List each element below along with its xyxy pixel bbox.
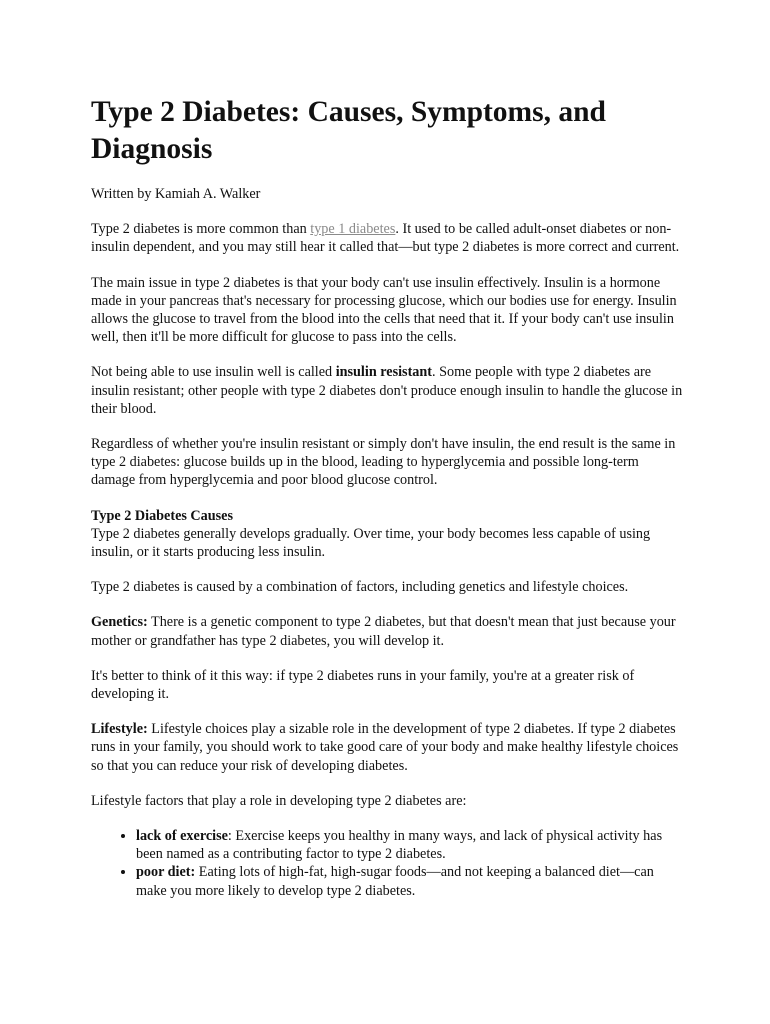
genetics-paragraph [91, 613, 683, 649]
causes-heading: Type 2 Diabetes Causes [91, 507, 234, 524]
page-title: Type 2 Diabetes: Causes, Symptoms, and Diagnosis [91, 96, 606, 165]
better-paragraph: It's better to think of it this way: if type 2 diabetes runs in your family, you're at a greater risk of developing it. [91, 667, 635, 703]
resistant-text-after: . Some people with type 2 diabetes are insulin resistant; other people with type 2 diabetes don't produce enough insulin to handle the glucose in their blood. [91, 364, 683, 417]
article [91, 94, 683, 900]
intro-text-after: . It used to be called adult-onset diabetes or non-insulin dependent, and you may still hear it called that—but type 2 diabetes is more correct and current. [91, 221, 680, 256]
insulin-resistant-term: insulin resistant [335, 364, 433, 381]
factor-text: Eating lots of high-fat, high-sugar foods—and not keeping a balanced diet—can make you more likely to develop type 2 diabetes. [136, 864, 654, 899]
intro-text-before: Type 2 diabetes is more common than [91, 221, 311, 238]
lifestyle-text: Lifestyle choices play a sizable role in the development of type 2 diabetes. If type 2 diabetes runs in your family, you should work to take good care of your body and make healthy lifestyle choices so that you can reduce your risk of developing diabetes. [91, 721, 679, 774]
insulin-resistant-paragraph [91, 363, 683, 418]
causes-text: Type 2 diabetes generally develops gradually. Over time, your body becomes less capable of using insulin, or it starts producing less insulin. [91, 525, 651, 561]
factors-intro-paragraph: Lifestyle factors that play a role in developing type 2 diabetes are: [91, 792, 467, 809]
intro-paragraph [91, 220, 683, 256]
genetics-label: Genetics: [91, 614, 148, 631]
factor-label: lack of exercise [136, 828, 228, 845]
type-1-diabetes-link[interactable]: type 1 diabetes [310, 221, 396, 238]
list-item [136, 827, 683, 863]
causes-section [91, 507, 683, 562]
resistant-text-before: Not being able to use insulin well is called [91, 364, 336, 381]
byline: Written by Kamiah A. Walker [91, 186, 261, 202]
factor-text: : Exercise keeps you healthy in many ways, and lack of physical activity has been named as a contributing factor to type 2 diabetes. [136, 828, 663, 863]
genetics-text: There is a genetic component to type 2 diabetes, but that doesn't mean that just because your mother or grandfather has type 2 diabetes, you will develop it. [91, 614, 676, 649]
lifestyle-label: Lifestyle: [91, 721, 148, 738]
lifestyle-paragraph [91, 720, 683, 775]
main-issue-paragraph: The main issue in type 2 diabetes is that your body can't use insulin effectively. Insulin is a hormone made in your pancreas that's necessary for processing glucose, which our bodies use for energy. Insulin allows the glucose to travel from the blood into the cells that need that it. If your body can't use insulin well, then it'll be more difficult for glucose to pass into the cells. [91, 274, 677, 346]
factors-list [91, 827, 683, 900]
regardless-paragraph: Regardless of whether you're insulin resistant or simply don't have insulin, the end result is the same in type 2 diabetes: glucose builds up in the blood, leading to hyperglycemia and possible long-term damage from hyperglycemia and poor blood glucose control. [91, 436, 676, 489]
list-item [136, 863, 683, 899]
factor-label: poor diet: [136, 864, 196, 881]
combination-paragraph: Type 2 diabetes is caused by a combination of factors, including genetics and lifestyle choices. [91, 579, 629, 596]
